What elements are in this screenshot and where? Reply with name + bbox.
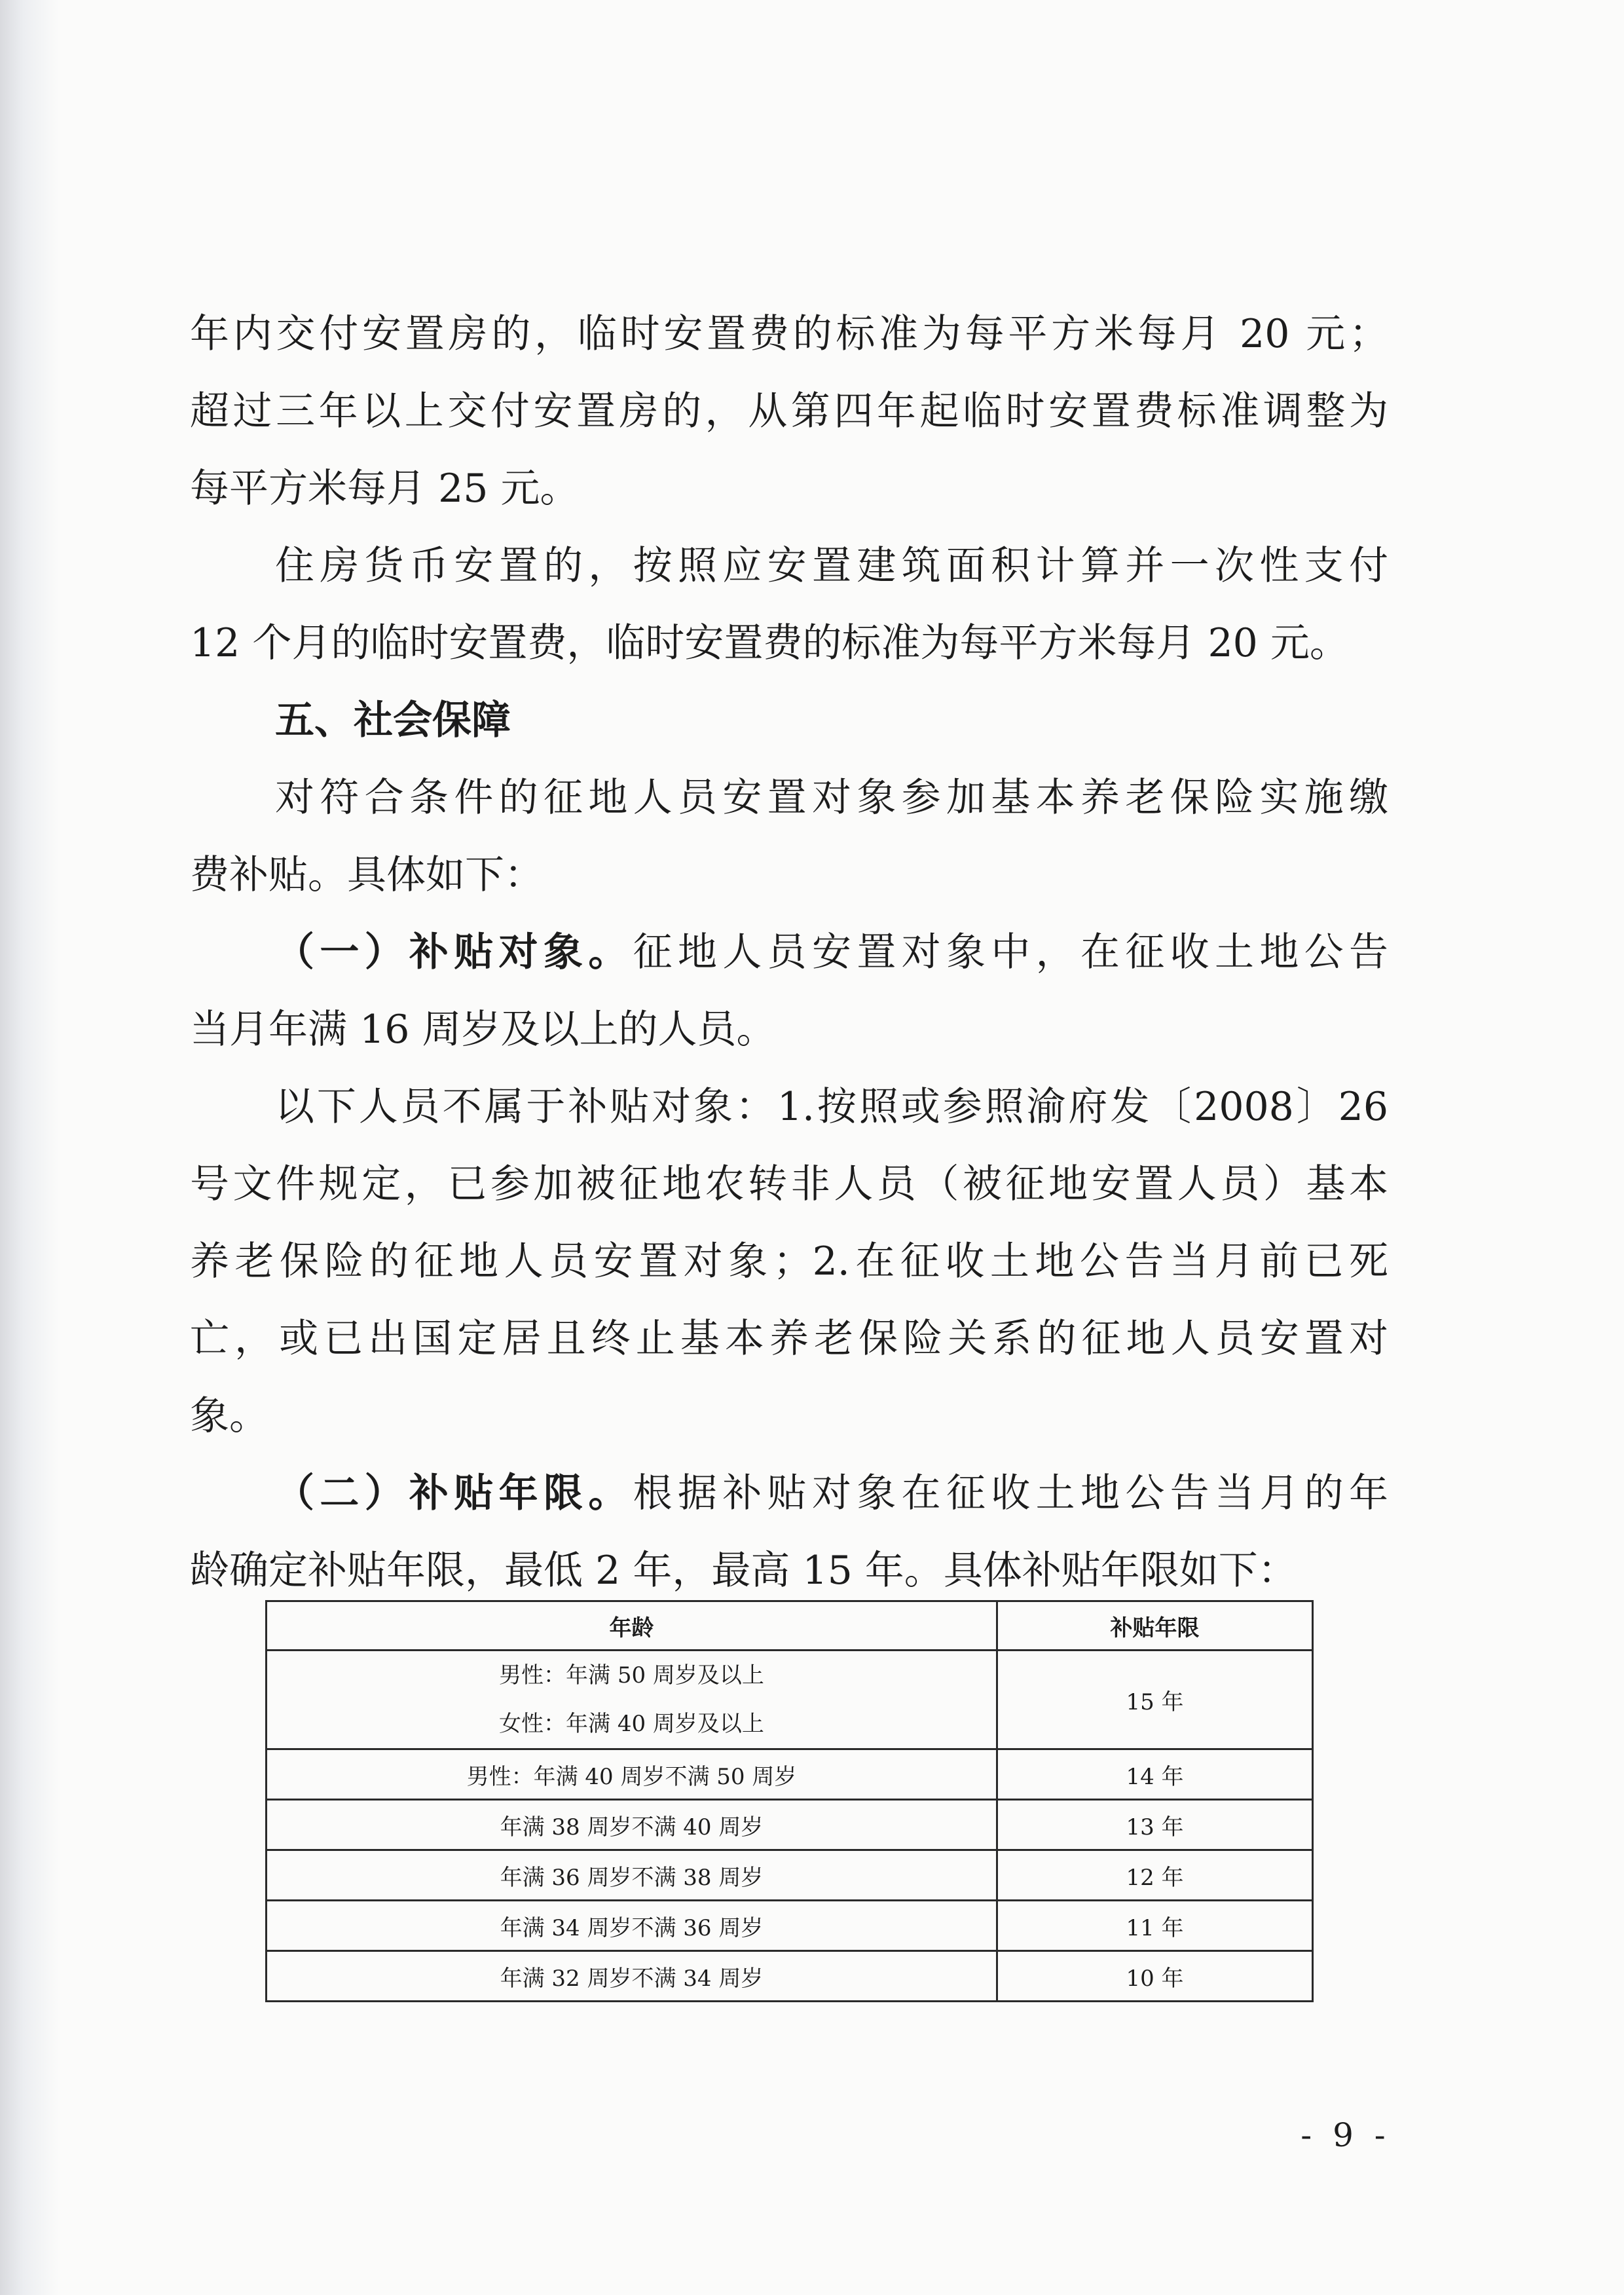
age-cell: 年满 32 周岁不满 34 周岁: [267, 1951, 997, 2002]
subsection-text: 征地人员安置对象中，在征收土地公告: [633, 929, 1389, 975]
years-cell: 13 年: [997, 1800, 1313, 1850]
years-cell: 15 年: [997, 1651, 1313, 1749]
age-cell: 年满 38 周岁不满 40 周岁: [267, 1800, 997, 1850]
paragraph-line: 每平方米每月 25 元。: [190, 466, 580, 512]
age-text: 男性：年满 50 周岁及以上: [499, 1662, 764, 1689]
paragraph-line: 亡，或已出国定居且终止基本养老保险关系的征地人员安置对: [190, 1316, 1388, 1362]
years-cell: 14 年: [997, 1749, 1313, 1800]
table-row: [267, 1850, 1313, 1901]
subsection-title: （一）补贴对象。: [275, 929, 633, 975]
years-cell: 10 年: [997, 1951, 1313, 2002]
section-heading: 五、社会保障: [275, 698, 511, 743]
paragraph-line: 费补贴。具体如下：: [190, 852, 544, 898]
paragraph-line: 以下人员不属于补贴对象：1.按照或参照渝府发〔2008〕26: [275, 1084, 1388, 1130]
column-header-age: 年龄: [267, 1601, 997, 1651]
table-row: [267, 1901, 1313, 1951]
table-row: [267, 1749, 1313, 1800]
subsection-title: （二）补贴年限。: [275, 1470, 633, 1516]
subsection-line: [275, 926, 1388, 979]
paragraph-line: 当月年满 16 周岁及以上的人员。: [190, 1007, 776, 1053]
page-number: - 9 -: [1301, 2116, 1391, 2154]
paragraph-line: 养老保险的征地人员安置对象；2.在征收土地公告当月前已死: [190, 1239, 1388, 1284]
table-row: [267, 1651, 1313, 1749]
age-text: 女性：年满 40 周岁及以上: [499, 1711, 764, 1737]
subsidy-years-table: [265, 1600, 1314, 2002]
age-cell: 年满 34 周岁不满 36 周岁: [267, 1901, 997, 1951]
years-cell: 12 年: [997, 1850, 1313, 1901]
paragraph-line: 年内交付安置房的，临时安置费的标准为每平方米每月 20 元；: [190, 311, 1388, 357]
paragraph-line: 象。: [190, 1393, 268, 1439]
table-row: [267, 1951, 1313, 2002]
years-cell: 11 年: [997, 1901, 1313, 1951]
subsection-text: 根据补贴对象在征收土地公告当月的年: [633, 1470, 1389, 1516]
table-header-row: [267, 1601, 1313, 1651]
age-cell: [267, 1651, 997, 1749]
column-header-years: 补贴年限: [997, 1601, 1313, 1651]
age-cell: 男性：年满 40 周岁不满 50 周岁: [267, 1749, 997, 1800]
paragraph-line: 12 个月的临时安置费，临时安置费的标准为每平方米每月 20 元。: [190, 620, 1349, 666]
paragraph-line: 号文件规定，已参加被征地农转非人员（被征地安置人员）基本: [190, 1161, 1388, 1207]
paragraph-line: 龄确定补贴年限，最低 2 年，最高 15 年。具体补贴年限如下：: [190, 1548, 1297, 1594]
subsection-line: [275, 1467, 1388, 1520]
paragraph-line: 超过三年以上交付安置房的，从第四年起临时安置费标准调整为: [190, 388, 1388, 434]
paragraph-line: 住房货币安置的，按照应安置建筑面积计算并一次性支付: [275, 543, 1388, 589]
age-cell: 年满 36 周岁不满 38 周岁: [267, 1850, 997, 1901]
paragraph-line: 对符合条件的征地人员安置对象参加基本养老保险实施缴: [275, 775, 1388, 821]
table-row: [267, 1800, 1313, 1850]
